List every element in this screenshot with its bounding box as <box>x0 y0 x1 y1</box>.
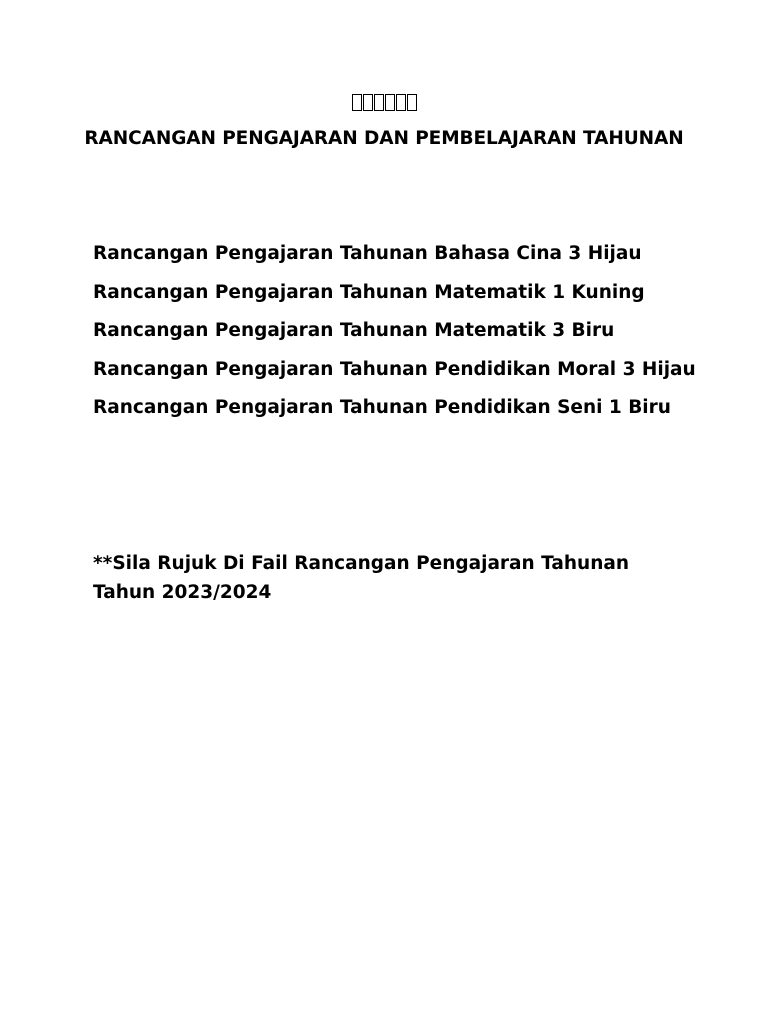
missing-glyph-icon <box>363 94 373 111</box>
missing-glyph-icon <box>407 94 417 111</box>
plan-item: Rancangan Pengajaran Tahunan Matematik 3 Biru <box>93 320 615 341</box>
missing-glyph-icon <box>374 94 384 111</box>
missing-glyph-icon <box>396 94 406 111</box>
missing-glyph-icon <box>352 94 362 111</box>
plan-list <box>93 241 696 434</box>
reference-note: **Sila Rujuk Di Fail Rancangan Pengajaran Tahunan Tahun 2023/2024 <box>93 553 630 603</box>
missing-glyph-icon <box>385 94 395 111</box>
plan-item: Rancangan Pengajaran Tahunan Bahasa Cina 3 Hijau <box>93 243 642 264</box>
plan-item: Rancangan Pengajaran Tahunan Pendidikan Moral 3 Hijau <box>93 358 696 380</box>
plan-item: Rancangan Pengajaran Tahunan Matematik 1 Kuning <box>93 281 645 303</box>
plan-item: Rancangan Pengajaran Tahunan Pendidikan Seni 1 Biru <box>93 397 671 418</box>
document-title: RANCANGAN PENGAJARAN DAN PEMBELAJARAN TAHUNAN <box>84 128 684 149</box>
missing-glyph-heading <box>0 88 768 114</box>
